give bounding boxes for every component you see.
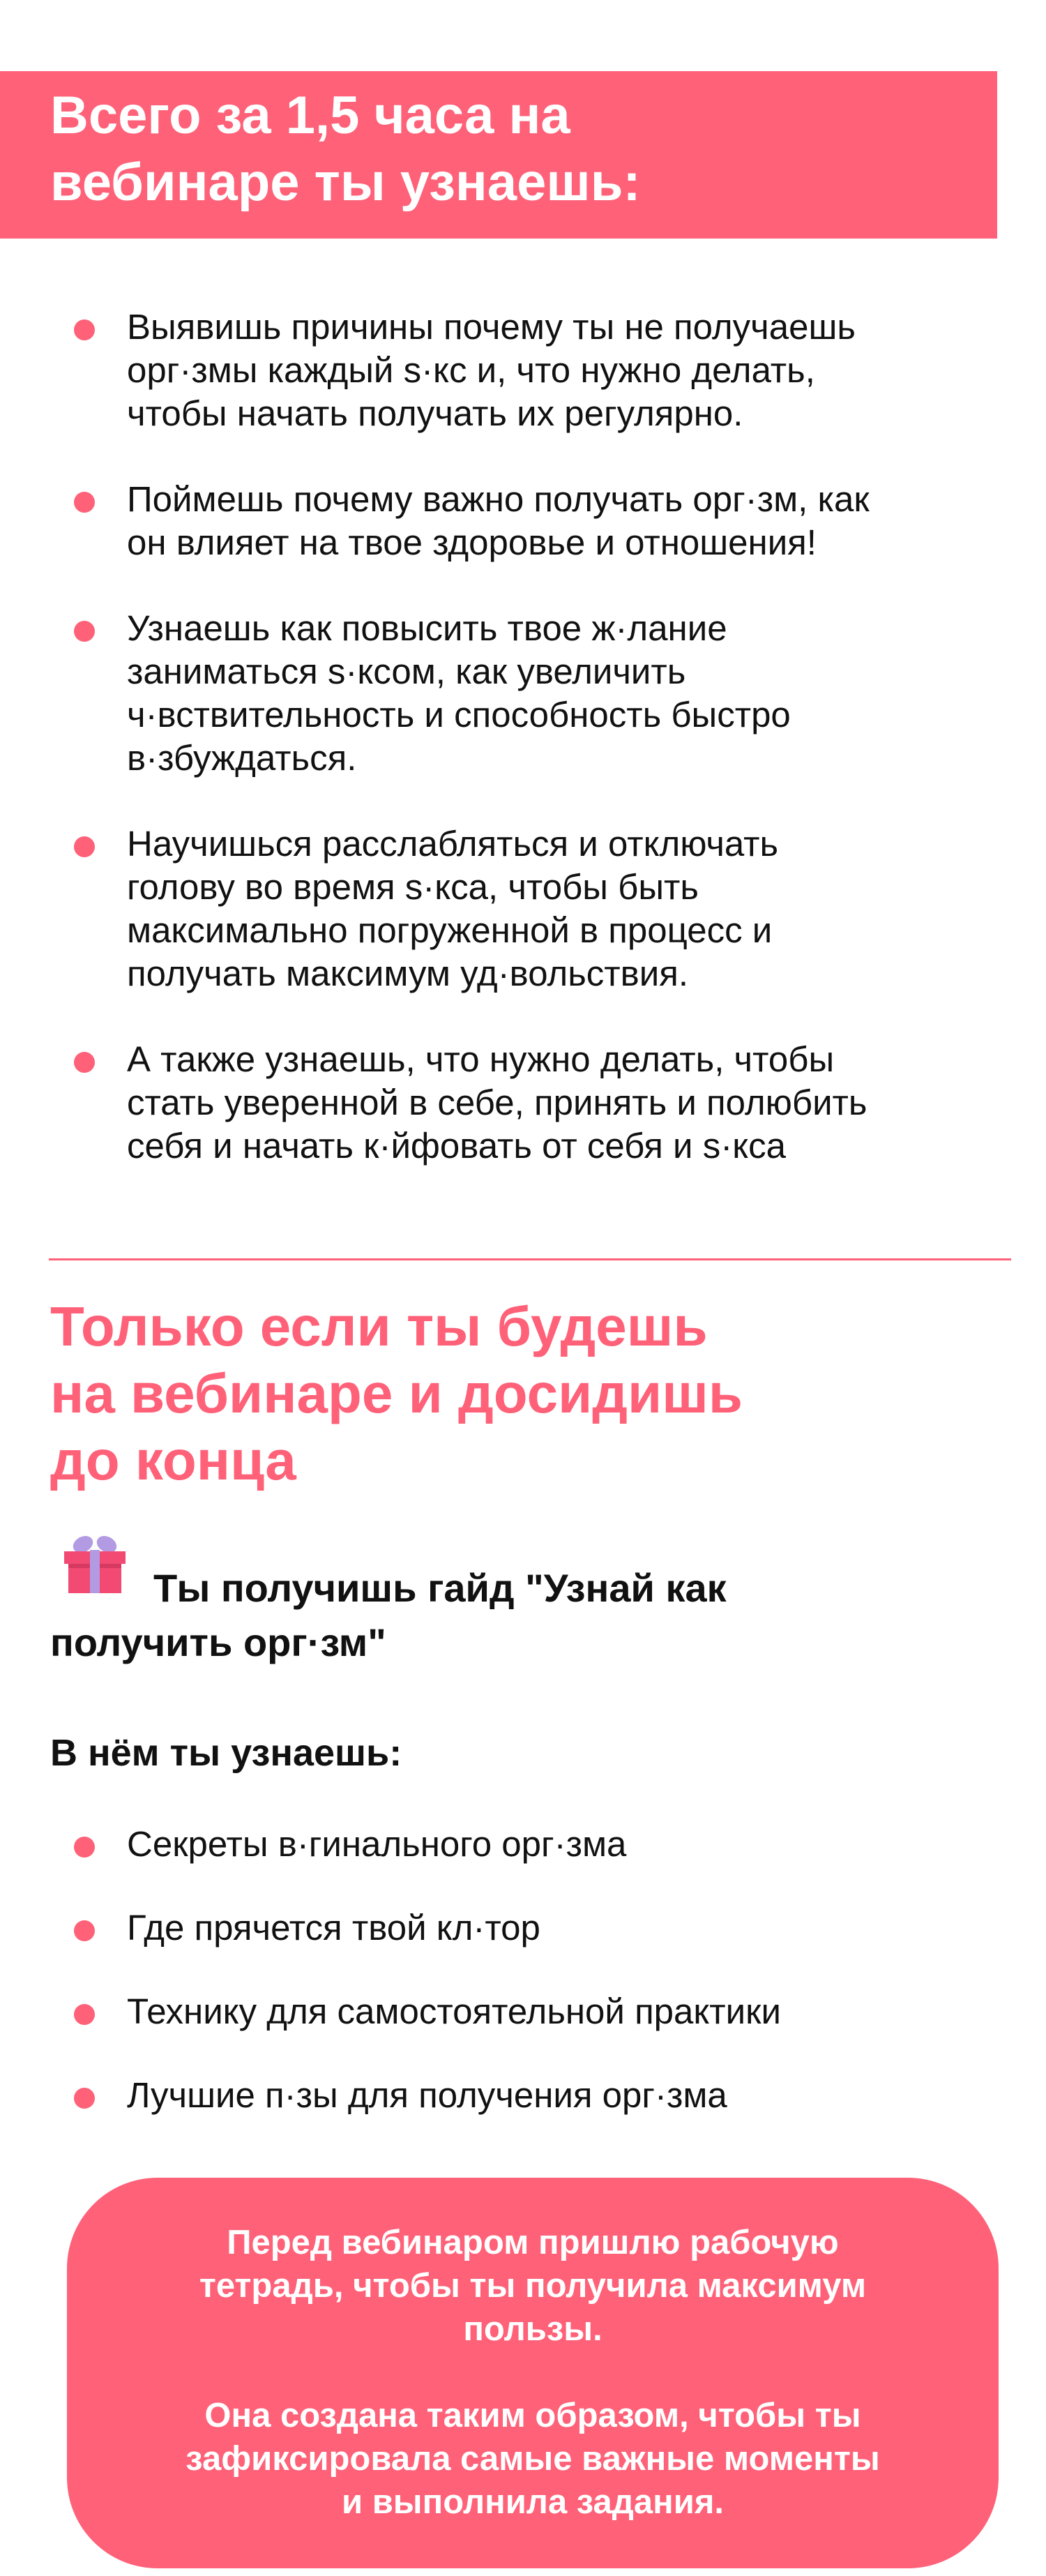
bullet-dot bbox=[74, 836, 95, 857]
guide-item-text: Лучшие п·зы для получения орг·зма bbox=[127, 2075, 727, 2115]
guide-item-text: Где прячется твой кл·тор bbox=[127, 1908, 540, 1948]
bullet-dot bbox=[74, 2004, 95, 2025]
guide-item bbox=[0, 1906, 1046, 1950]
bullet-dot bbox=[74, 1920, 95, 1941]
hero-title-line-1: Всего за 1,5 часа на bbox=[50, 86, 570, 145]
benefit-line: максимально погруженной в процесс и bbox=[127, 910, 773, 950]
guide-item bbox=[0, 1990, 1046, 2033]
guide-subheading: В нём ты узнаешь: bbox=[50, 1732, 402, 1774]
benefit-line: чтобы начать получать их регулярно. bbox=[127, 393, 743, 433]
benefits-list bbox=[0, 306, 1046, 1210]
bonus-heading-line-2: на вебинаре и досидишь bbox=[50, 1362, 743, 1424]
bonus-heading-line-3: до конца bbox=[50, 1429, 296, 1491]
benefit-line: получать максимум уд·вольствия. bbox=[127, 954, 688, 993]
callout-line: пользы. bbox=[463, 2310, 602, 2348]
benefit-line: себя и начать к·йфовать от себя и s·кса bbox=[127, 1126, 786, 1166]
workbook-callout-text bbox=[67, 2394, 999, 2524]
benefit-item bbox=[0, 1038, 1046, 1168]
hero-title-line-2: вебинаре ты узнаешь: bbox=[50, 153, 641, 212]
bonus-heading bbox=[50, 1293, 957, 1494]
bullet-dot bbox=[74, 2088, 95, 2109]
workbook-callout-text bbox=[67, 2221, 999, 2351]
benefit-line: Выявишь причины почему ты не получаешь bbox=[127, 307, 856, 347]
benefit-line: Узнаешь как повысить твое ж·лание bbox=[127, 608, 727, 648]
bullet-dot bbox=[74, 1052, 95, 1073]
benefit-line: Научишься расслабляться и отключать bbox=[127, 824, 779, 864]
callout-line: зафиксировала самые важные моменты bbox=[185, 2440, 880, 2478]
section-divider bbox=[49, 1258, 1011, 1260]
benefit-line: ч·вствительность и способность быстро bbox=[127, 695, 791, 735]
guide-item bbox=[0, 2074, 1046, 2117]
benefit-line: орг·змы каждый s·кс и, что нужно делать, bbox=[127, 350, 815, 390]
benefit-line: Поймешь почему важно получать орг·зм, как bbox=[127, 479, 870, 519]
gift-text-line-2: получить орг·зм" bbox=[50, 1620, 386, 1664]
gift-text-line-1: Ты получишь гайд "Узнай как bbox=[153, 1566, 727, 1610]
benefit-item bbox=[0, 822, 1046, 995]
bonus-heading-line-1: Только если ты будешь bbox=[50, 1295, 708, 1357]
bullet-dot bbox=[74, 1837, 95, 1858]
benefit-line: голову во время s·кса, чтобы быть bbox=[127, 867, 699, 907]
guide-item-text: Технику для самостоятельной практики bbox=[127, 1991, 781, 2031]
callout-line: и выполнила задания. bbox=[341, 2483, 725, 2521]
guide-item bbox=[0, 1823, 1046, 1866]
bullet-dot bbox=[74, 319, 95, 340]
benefit-line: он влияет на твое здоровье и отношения! bbox=[127, 522, 817, 562]
bullet-dot bbox=[74, 621, 95, 642]
callout-line: Перед вебинаром пришлю рабочую bbox=[227, 2224, 839, 2261]
benefit-item bbox=[0, 607, 1046, 780]
benefit-item bbox=[0, 478, 1046, 564]
benefit-line: А также узнаешь, что нужно делать, чтобы bbox=[127, 1039, 835, 1079]
callout-line: тетрадь, чтобы ты получила максимум bbox=[199, 2267, 867, 2305]
guide-item-text: Секреты в·гинального орг·зма bbox=[127, 1824, 627, 1864]
hero-title bbox=[50, 82, 957, 216]
gift-text bbox=[50, 1561, 957, 1670]
benefit-item bbox=[0, 306, 1046, 435]
benefit-line: в·збуждаться. bbox=[127, 738, 357, 778]
benefit-line: стать уверенной в себе, принять и полюбить bbox=[127, 1083, 867, 1122]
benefit-line: заниматься s·ксом, как увеличить bbox=[127, 651, 686, 691]
callout-line: Она создана таким образом, чтобы ты bbox=[204, 2397, 861, 2434]
bullet-dot bbox=[74, 492, 95, 513]
guide-list bbox=[0, 1823, 1046, 2157]
